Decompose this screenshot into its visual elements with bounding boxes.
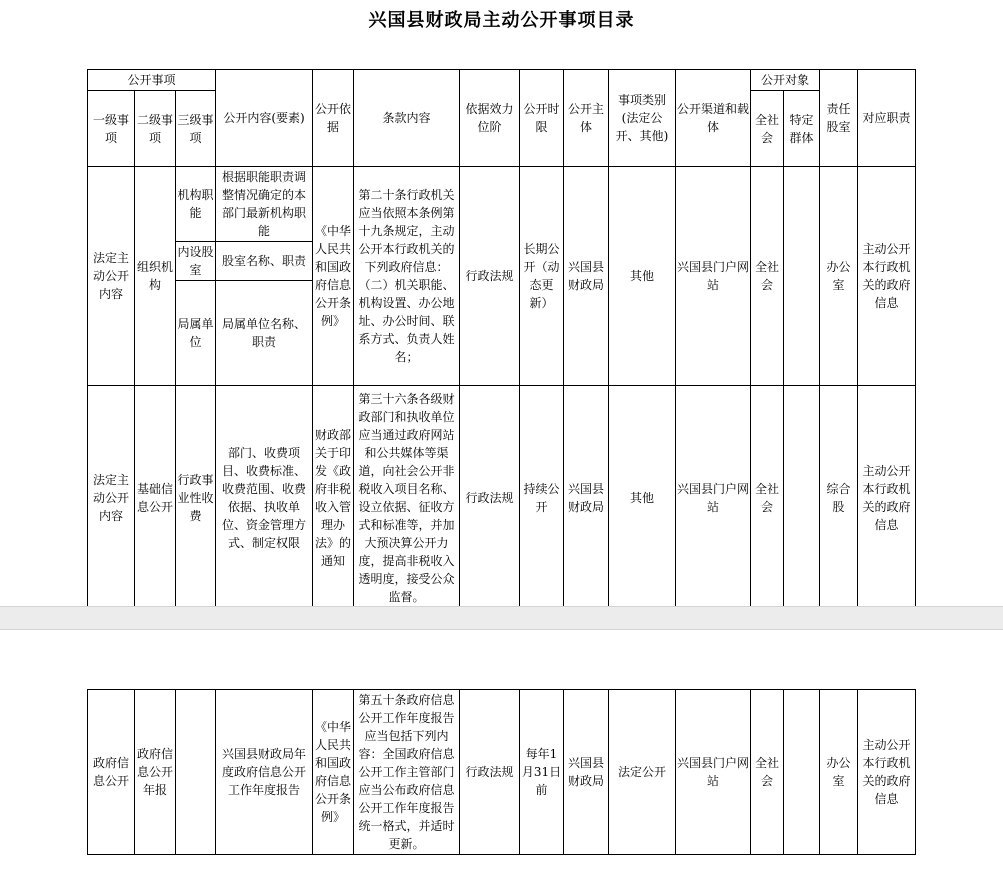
cell-content: 兴国县财政局年度政府信息公开工作年度报告 (216, 690, 313, 855)
cell-level1: 政府信息公开 (88, 690, 135, 855)
cell-period: 持续公开 (520, 386, 564, 611)
cell-content: 股室名称、职责 (216, 242, 313, 281)
cell-basis: 《中华人民共和国政府信息公开条例》 (313, 690, 354, 855)
cell-level1: 法定主动公开内容 (88, 386, 135, 611)
cell-rank: 行政法规 (460, 386, 520, 611)
header-level3: 三级事项 (176, 91, 216, 167)
header-category: 事项类别(法定公开、其他) (609, 70, 676, 167)
cell-dept: 综合股 (820, 386, 858, 611)
cell-level3: 内设股室 (176, 242, 216, 281)
header-clause: 条款内容 (354, 70, 460, 167)
catalog-table (87, 69, 916, 611)
cell-category: 其他 (609, 167, 676, 386)
header-target-specific: 特定群体 (784, 91, 820, 167)
cell-duty: 主动公开本行政机关的政府信息 (858, 386, 916, 611)
cell-basis: 财政部关于印发《政府非税收入管理办法》的通知 (313, 386, 354, 611)
header-duty: 对应职责 (858, 70, 916, 167)
header-content: 公开内容(要素) (216, 70, 313, 167)
cell-target-specific (784, 690, 820, 855)
cell-clause: 第五十条政府信息公开工作年度报告应当包括下列内容：全国政府信息公开工作主管部门应当公布政府信息公开工作年度报告统一格式，并适时更新。 (354, 690, 460, 855)
cell-rank: 行政法规 (460, 690, 520, 855)
cell-target-specific (784, 167, 820, 386)
cell-target-specific (784, 386, 820, 611)
cell-target-all: 全社会 (751, 690, 784, 855)
cell-duty: 主动公开本行政机关的政府信息 (858, 167, 916, 386)
table-row (88, 386, 916, 611)
header-group-target: 公开对象 (751, 70, 820, 91)
cell-level2: 政府信息公开年报 (135, 690, 176, 855)
cell-category: 法定公开 (609, 690, 676, 855)
cell-channel: 兴国县门户网站 (676, 386, 751, 611)
header-basis: 公开依据 (313, 70, 354, 167)
cell-duty: 主动公开本行政机关的政府信息 (858, 690, 916, 855)
cell-category: 其他 (609, 386, 676, 611)
cell-content: 局属单位名称、职责 (216, 281, 313, 386)
cell-clause: 第二十条行政机关应当依照本条例第十九条规定，主动公开本行政机关的下列政府信息：（二）机关职能、机构设置、办公地址、办公时间、联系方式、负责人姓名； (354, 167, 460, 386)
header-rank: 依据效力位阶 (460, 70, 520, 167)
cell-target-all: 全社会 (751, 167, 784, 386)
cell-channel: 兴国县门户网站 (676, 167, 751, 386)
cell-basis: 《中华人民共和国政府信息公开条例》 (313, 167, 354, 386)
header-level2: 二级事项 (135, 91, 176, 167)
cell-period: 长期公开（动态更新） (520, 167, 564, 386)
cell-content: 根据职能职责调整情况确定的本部门最新机构职能 (216, 167, 313, 242)
header-group-items: 公开事项 (88, 70, 216, 91)
header-dept: 责任股室 (820, 70, 858, 167)
header-target-all: 全社会 (751, 91, 784, 167)
cell-subject: 兴国县财政局 (564, 690, 609, 855)
cell-level3: 局属单位 (176, 281, 216, 386)
cell-dept: 办公室 (820, 167, 858, 386)
cell-level3 (176, 690, 216, 855)
cell-level1: 法定主动公开内容 (88, 167, 135, 386)
page-break (0, 606, 1003, 630)
cell-channel: 兴国县门户网站 (676, 690, 751, 855)
cell-dept: 办公室 (820, 690, 858, 855)
cell-content: 部门、收费项目、收费标准、收费范围、收费依据、执收单位、资金管理方式、制定权限 (216, 386, 313, 611)
header-period: 公开时限 (520, 70, 564, 167)
cell-level3: 机构职能 (176, 167, 216, 242)
cell-level2: 组织机构 (135, 167, 176, 386)
page-title: 兴国县财政局主动公开事项目录 (368, 10, 635, 31)
cell-subject: 兴国县财政局 (564, 386, 609, 611)
header-level1: 一级事项 (88, 91, 135, 167)
cell-level3: 行政事业性收费 (176, 386, 216, 611)
table-row (88, 167, 916, 242)
header-subject: 公开主体 (564, 70, 609, 167)
cell-rank: 行政法规 (460, 167, 520, 386)
cell-target-all: 全社会 (751, 386, 784, 611)
cell-subject: 兴国县财政局 (564, 167, 609, 386)
cell-clause: 第三十六条各级财政部门和执收单位应当通过政府网站和公共媒体等渠道，向社会公开非税收入项目名称、设立依据、征收方式和标准等，并加大预决算公开力度，提高非税收入透明度，接受公众监督。 (354, 386, 460, 611)
table-row (88, 690, 916, 855)
catalog-table-page-2 (87, 689, 916, 855)
cell-level2: 基础信息公开 (135, 386, 176, 611)
cell-period: 每年1月31日前 (520, 690, 564, 855)
header-channel: 公开渠道和载体 (676, 70, 751, 167)
